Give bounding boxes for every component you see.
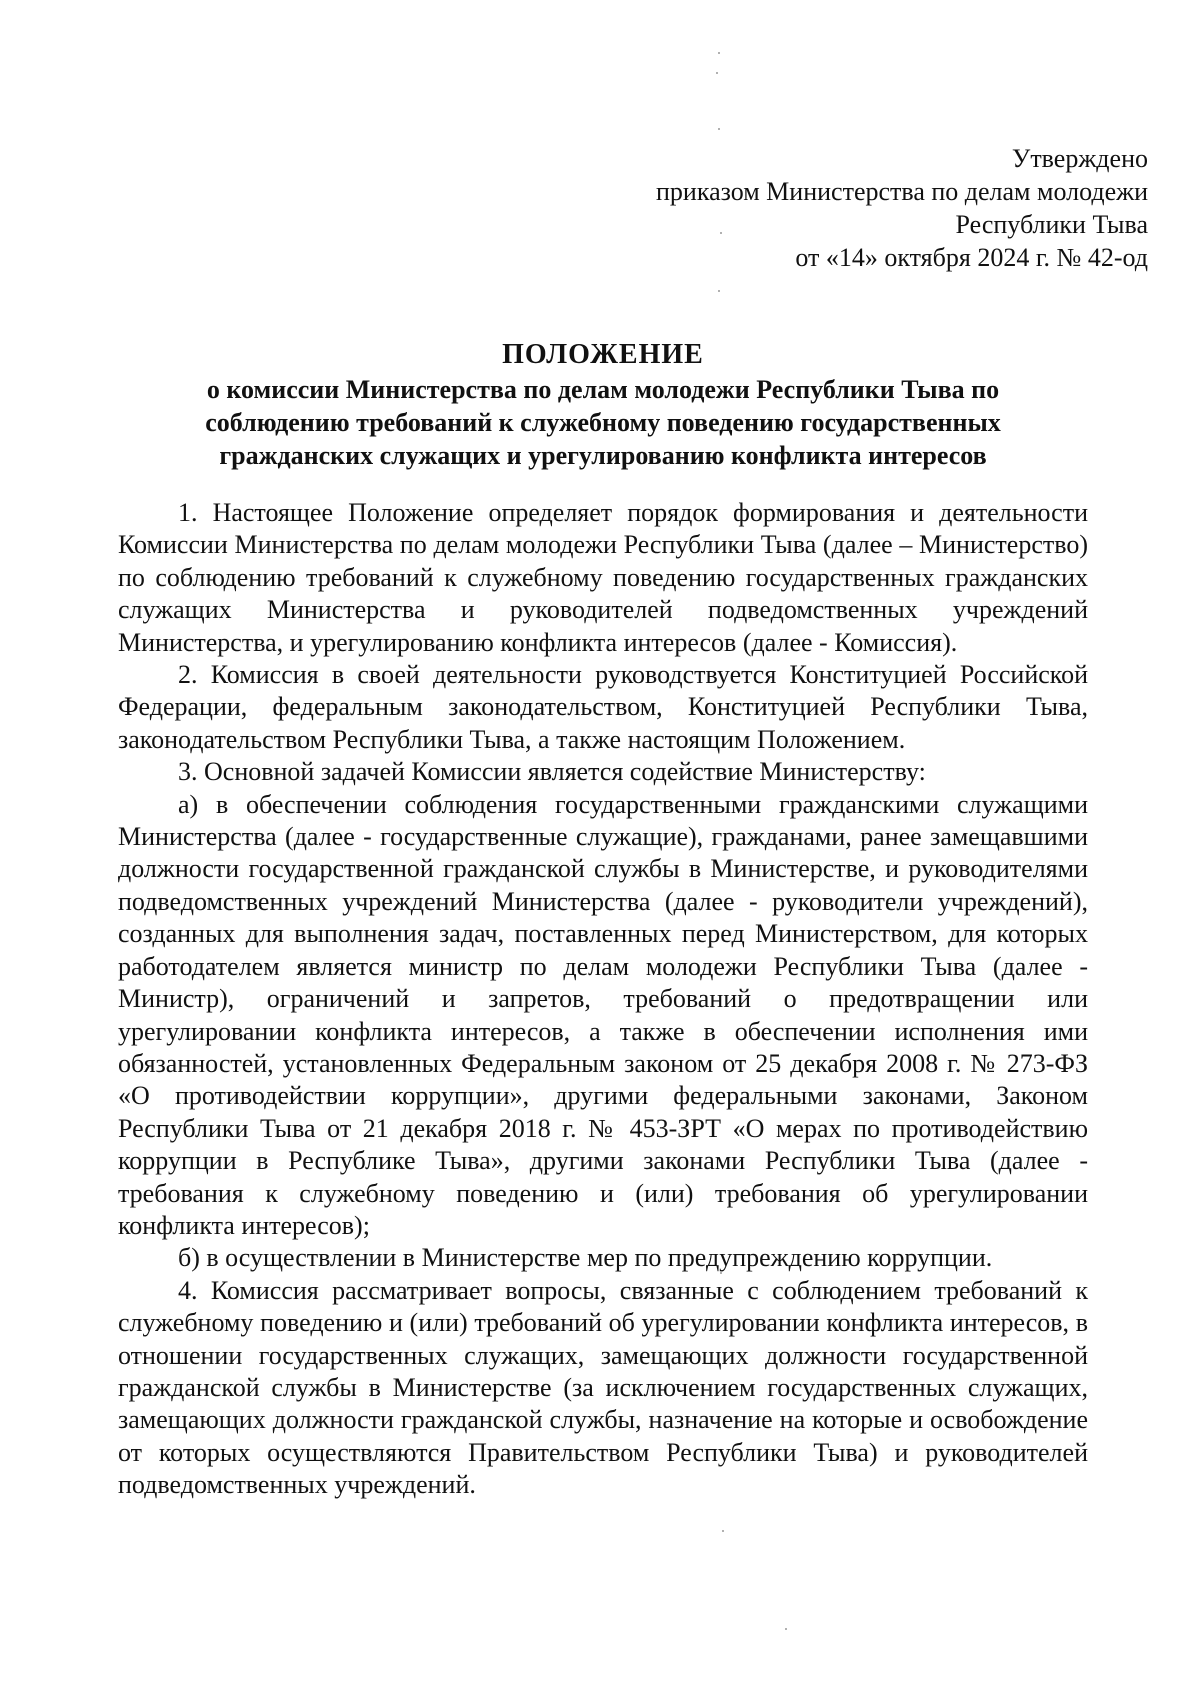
paragraph-4: 4. Комиссия рассматривает вопросы, связанные с соблюдением требований к служебному поведению и (или) требований об урегулировании конфликта интересов, в отношении государственных служащих, замещающих должности государственной гражданской службы в Министерстве (за исключением государственных служащих, замещающих должности гражданской службы, назначение на которые и освобождение от которых осуществляются Правительством Республики Тыва) и руководителей подведомственных учреждений.	[118, 1275, 1088, 1500]
paragraph-2: 2. Комиссия в своей деятельности руководствуется Конституцией Российской Федерации, федеральным законодательством, Конституцией Республики Тыва, законодательством Республики Тыва, а также настоящим Положением.	[118, 660, 1088, 754]
document-subtitle-line: о комиссии Министерства по делам молодежи Республики Тыва по	[206, 375, 1000, 404]
document-subtitle-line: соблюдению требований к служебному поведению государственных	[205, 408, 1001, 437]
document-title: ПОЛОЖЕНИЕ	[502, 339, 704, 370]
paragraph-1: 1. Настоящее Положение определяет порядок формирования и деятельности Комиссии Министерства по делам молодежи Республики Тыва (далее – Министерство) по соблюдению требований к служебному поведению государственных гражданских служащих Министерства и руководителей подведомственных учреждений Министерства, и урегулированию конфликта интересов (далее - Комиссия).	[118, 498, 1088, 657]
paragraph-3a: а) в обеспечении соблюдения государственными гражданскими служащими Министерства (далее - государственные служащие), гражданами, ранее замещавшими должности государственной гражданской службы в Министерстве, и руководителями подведомственных учреждений Министерства (далее - руководители учреждений), созданных для выполнения задач, поставленных перед Министерством, для которых работодателем является министр по делам молодежи Республики Тыва (далее - Министр), ограничений и запретов, требований о предотвращении или урегулировании конфликта интересов, а также в обеспечении исполнения ими обязанностей, установленных Федеральным законом от 25 декабря 2008 г. № 273-ФЗ «О противодействии коррупции», другими федеральными законами, Законом Республики Тыва от 21 декабря 2018 г. № 453-ЗРТ «О мерах по противодействию коррупции в Республике Тыва», другими законами Республики Тыва (далее - требования к служебному поведению и (или) требования об урегулировании конфликта интересов);	[118, 789, 1088, 1240]
approval-line: от «14» октября 2024 г. № 42-од	[795, 243, 1148, 272]
approval-line: Республики Тыва	[955, 210, 1148, 239]
approval-line: Утверждено	[1011, 144, 1148, 173]
approval-stamp	[656, 142, 1148, 274]
approval-line: приказом Министерства по делам молодежи	[656, 177, 1148, 206]
paragraph-3: 3. Основной задачей Комиссии является содействие Министерству:	[178, 757, 926, 787]
document-title-block	[118, 338, 1088, 472]
paragraph-3b: б) в осуществлении в Министерстве мер по предупреждению коррупции.	[178, 1243, 993, 1273]
document-body	[118, 497, 1088, 1502]
document-subtitle-line: гражданских служащих и урегулированию конфликта интересов	[219, 441, 987, 470]
